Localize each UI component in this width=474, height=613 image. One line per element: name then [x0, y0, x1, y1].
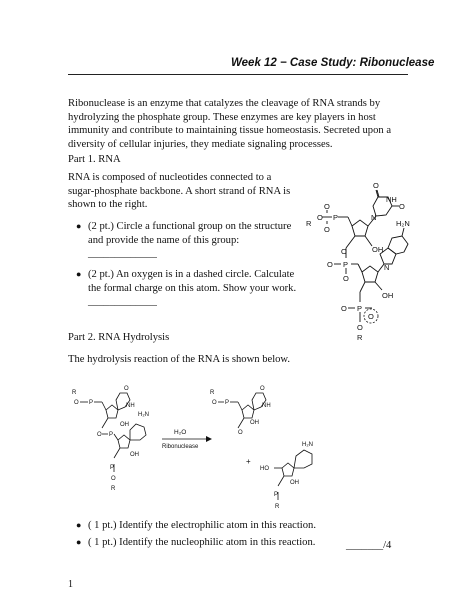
atom-label: P	[343, 260, 349, 269]
atom-label: O	[399, 202, 405, 211]
atom-label: P	[225, 400, 230, 406]
atom-label: P	[333, 213, 339, 222]
part2-question-2-text: ( 1 pt.) Identify the nucleophilic atom in this reaction.	[88, 537, 316, 548]
bullet-dot-icon: ●	[76, 520, 82, 530]
atom-label: O	[357, 323, 363, 332]
atom-label: R	[306, 219, 312, 228]
atom-label: R	[357, 333, 363, 342]
bullet-dot-icon: ●	[76, 269, 82, 279]
atom-label: O	[111, 476, 116, 482]
atom-label: O	[373, 181, 379, 190]
atom-label: H₂N	[138, 412, 149, 418]
atom-label: OH	[130, 452, 139, 458]
part2-question-1-text: ( 1 pt.) Identify the electrophilic atom in this reaction.	[88, 520, 316, 531]
part1-question-2	[76, 268, 298, 309]
bullet-dot-icon: ●	[76, 537, 82, 547]
plus-sign: +	[246, 457, 251, 466]
atom-label: OH	[382, 291, 394, 300]
atom-label: O	[368, 312, 374, 321]
atom-label: H₂N	[396, 219, 410, 228]
atom-label: NH	[126, 403, 135, 409]
atom-label: P	[274, 492, 279, 498]
atom-label: O	[343, 274, 349, 283]
hydrolysis-reaction-scheme	[64, 372, 374, 512]
atom-label: H₂N	[302, 442, 313, 448]
atom-label: OH	[250, 420, 259, 426]
atom-label: O	[317, 213, 323, 222]
atom-label: O	[97, 432, 102, 438]
part1-heading: Part 1. RNA	[68, 154, 121, 165]
page-title: Week 12 − Case Study: Ribonuclease	[231, 57, 435, 69]
atom-label: O	[238, 430, 243, 436]
atom-label: O	[341, 304, 347, 313]
reaction-arrow-icon	[206, 436, 212, 442]
atom-label: P	[357, 304, 363, 313]
score-blank: _______/4	[346, 540, 392, 551]
atom-label: O	[124, 386, 129, 392]
bullet-dot-icon: ●	[76, 221, 82, 231]
atom-label: OH	[290, 480, 299, 486]
part1-paragraph: RNA is composed of nucleotides connected to a sugar-phosphate backbone. A short strand of RNA is shown to the right.	[68, 172, 291, 211]
atom-label: O	[260, 386, 265, 392]
atom-label: O	[74, 400, 79, 406]
atom-label: HO	[260, 466, 269, 472]
rna-strand-structure	[300, 180, 420, 342]
atom-label: R	[111, 486, 116, 492]
atom-label: N	[384, 263, 390, 272]
atom-label: NH	[386, 195, 397, 204]
part1-question-1	[76, 220, 298, 261]
atom-label: O	[341, 247, 347, 256]
part1-question-1-text: (2 pt.) Circle a functional group on the structure and provide the name of this group: _____________	[88, 221, 292, 260]
atom-label: P	[89, 400, 94, 406]
atom-label: R	[72, 390, 77, 396]
atom-label: OH	[372, 245, 384, 254]
part2-heading: Part 2. RNA Hydrolysis	[68, 332, 170, 343]
atom-label: O	[324, 202, 330, 211]
atom-label: NH	[262, 403, 271, 409]
part2-paragraph: The hydrolysis reaction of the RNA is shown below.	[68, 354, 291, 365]
atom-label: O	[324, 225, 330, 234]
part1-question-2-text: (2 pt.) An oxygen is in a dashed circle. Calculate the formal charge on this atom. Show your work. _____________	[88, 269, 297, 308]
intro-paragraph: Ribonuclease is an enzyme that catalyzes the cleavage of RNA strands by hydrolyzing the phosphate group. These enzymes are key players in host immunity and contribute to maintaining tissue homeostasis. Secreted upon a diversity of cellular injuries, they mediate signaling processes.	[68, 98, 392, 150]
atom-label: P	[109, 432, 114, 438]
title-rule	[68, 74, 408, 75]
atom-label: OH	[120, 422, 129, 428]
catalyst-label: Ribonuclease	[162, 444, 199, 450]
part2-question-1	[76, 519, 348, 533]
part2-question-2	[76, 536, 348, 550]
page-number: 1	[68, 579, 73, 590]
atom-label: O	[327, 260, 333, 269]
atom-label: R	[210, 390, 215, 396]
atom-label: R	[275, 504, 280, 510]
atom-label: N	[371, 213, 377, 222]
atom-label: O	[212, 400, 217, 406]
reagent-label: H₂O	[174, 429, 187, 436]
atom-label: P	[110, 465, 115, 471]
